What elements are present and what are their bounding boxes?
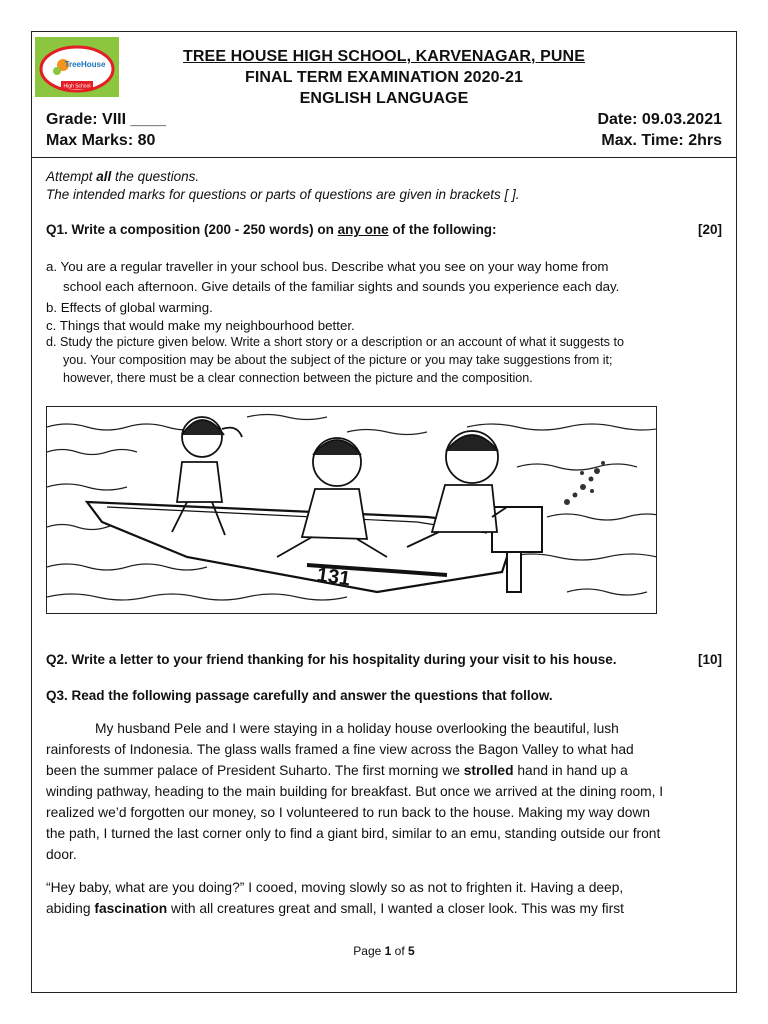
option-b: b. Effects of global warming.: [46, 300, 213, 315]
q2-marks: [10]: [697, 652, 722, 667]
boat-number: 131: [315, 563, 352, 591]
header-divider: [31, 157, 737, 158]
passage-line-9: abiding fascination with all creatures great and small, I wanted a closer look. This was my first: [46, 901, 624, 916]
max-marks: Max Marks: 80: [46, 132, 156, 149]
max-time: Max. Time: 2hrs: [601, 132, 722, 149]
passage-line-5: realized we’d forgotten our money, so I volunteered to run back to the house. Making my way down: [46, 805, 651, 820]
grade: Grade: VIII ____: [46, 111, 167, 128]
logo-sub: High School: [63, 83, 91, 90]
option-d-line-3: however, there must be a clear connection between the picture and the composition.: [63, 371, 533, 385]
q2-heading: Q2. Write a letter to your friend thanking for his hospitality during your visit to his house.: [46, 652, 617, 667]
option-a-line-1: a. You are a regular traveller in your school bus. Describe what you see on your way home from: [46, 259, 609, 274]
passage-line-1: My husband Pele and I were staying in a holiday house overlooking the beautiful, lush: [95, 721, 619, 736]
passage-line-4: winding pathway, heading to the main building for breakfast. But once we arrived at the dining room, I: [46, 784, 664, 799]
passage-line-3: been the summer palace of President Suharto. The first morning we strolled hand in hand up a: [46, 763, 628, 778]
instruction-line-2: The intended marks for questions or parts of questions are given in brackets [ ].: [46, 187, 520, 202]
option-a-line-2: school each afternoon. Give details of the familiar sights and sounds you experience each day.: [63, 279, 620, 294]
option-c: c. Things that would make my neighbourhood better.: [46, 318, 355, 333]
school-name: TREE HOUSE HIGH SCHOOL, KARVENAGAR, PUNE: [183, 48, 585, 65]
school-logo: [35, 37, 119, 97]
exam-title: FINAL TERM EXAMINATION 2020-21: [244, 69, 523, 86]
passage-line-7: door.: [46, 847, 77, 862]
logo-brand: TreeHouse: [64, 60, 106, 69]
exam-date: Date: 09.03.2021: [597, 111, 722, 128]
page-number: Page 1 of 5: [353, 944, 415, 958]
option-d-line-2: you. Your composition may be about the subject of the picture or you may take suggestions from it;: [63, 353, 613, 367]
option-d-line-1: d. Study the picture given below. Write a short story or a description or an account of what it suggests to: [46, 335, 624, 349]
passage-line-2: rainforests of Indonesia. The glass walls framed a fine view across the Bagon Valley to what had: [46, 742, 634, 757]
passage-line-8: “Hey baby, what are you doing?” I cooed, moving slowly so as not to frighten it. Having a deep,: [46, 880, 624, 895]
passage-line-6: the path, I turned the last corner only to find a giant bird, similar to an emu, standing outside our front: [46, 826, 661, 841]
q1-marks: [20]: [697, 222, 722, 237]
q3-heading: Q3. Read the following passage carefully and answer the questions that follow.: [46, 688, 553, 703]
instruction-line-1: Attempt all the questions.: [46, 169, 200, 184]
subject-title: ENGLISH LANGUAGE: [299, 90, 469, 107]
q1-heading: Q1. Write a composition (200 - 250 words) on any one of the following:: [46, 222, 497, 237]
boat-picture: [46, 406, 657, 614]
